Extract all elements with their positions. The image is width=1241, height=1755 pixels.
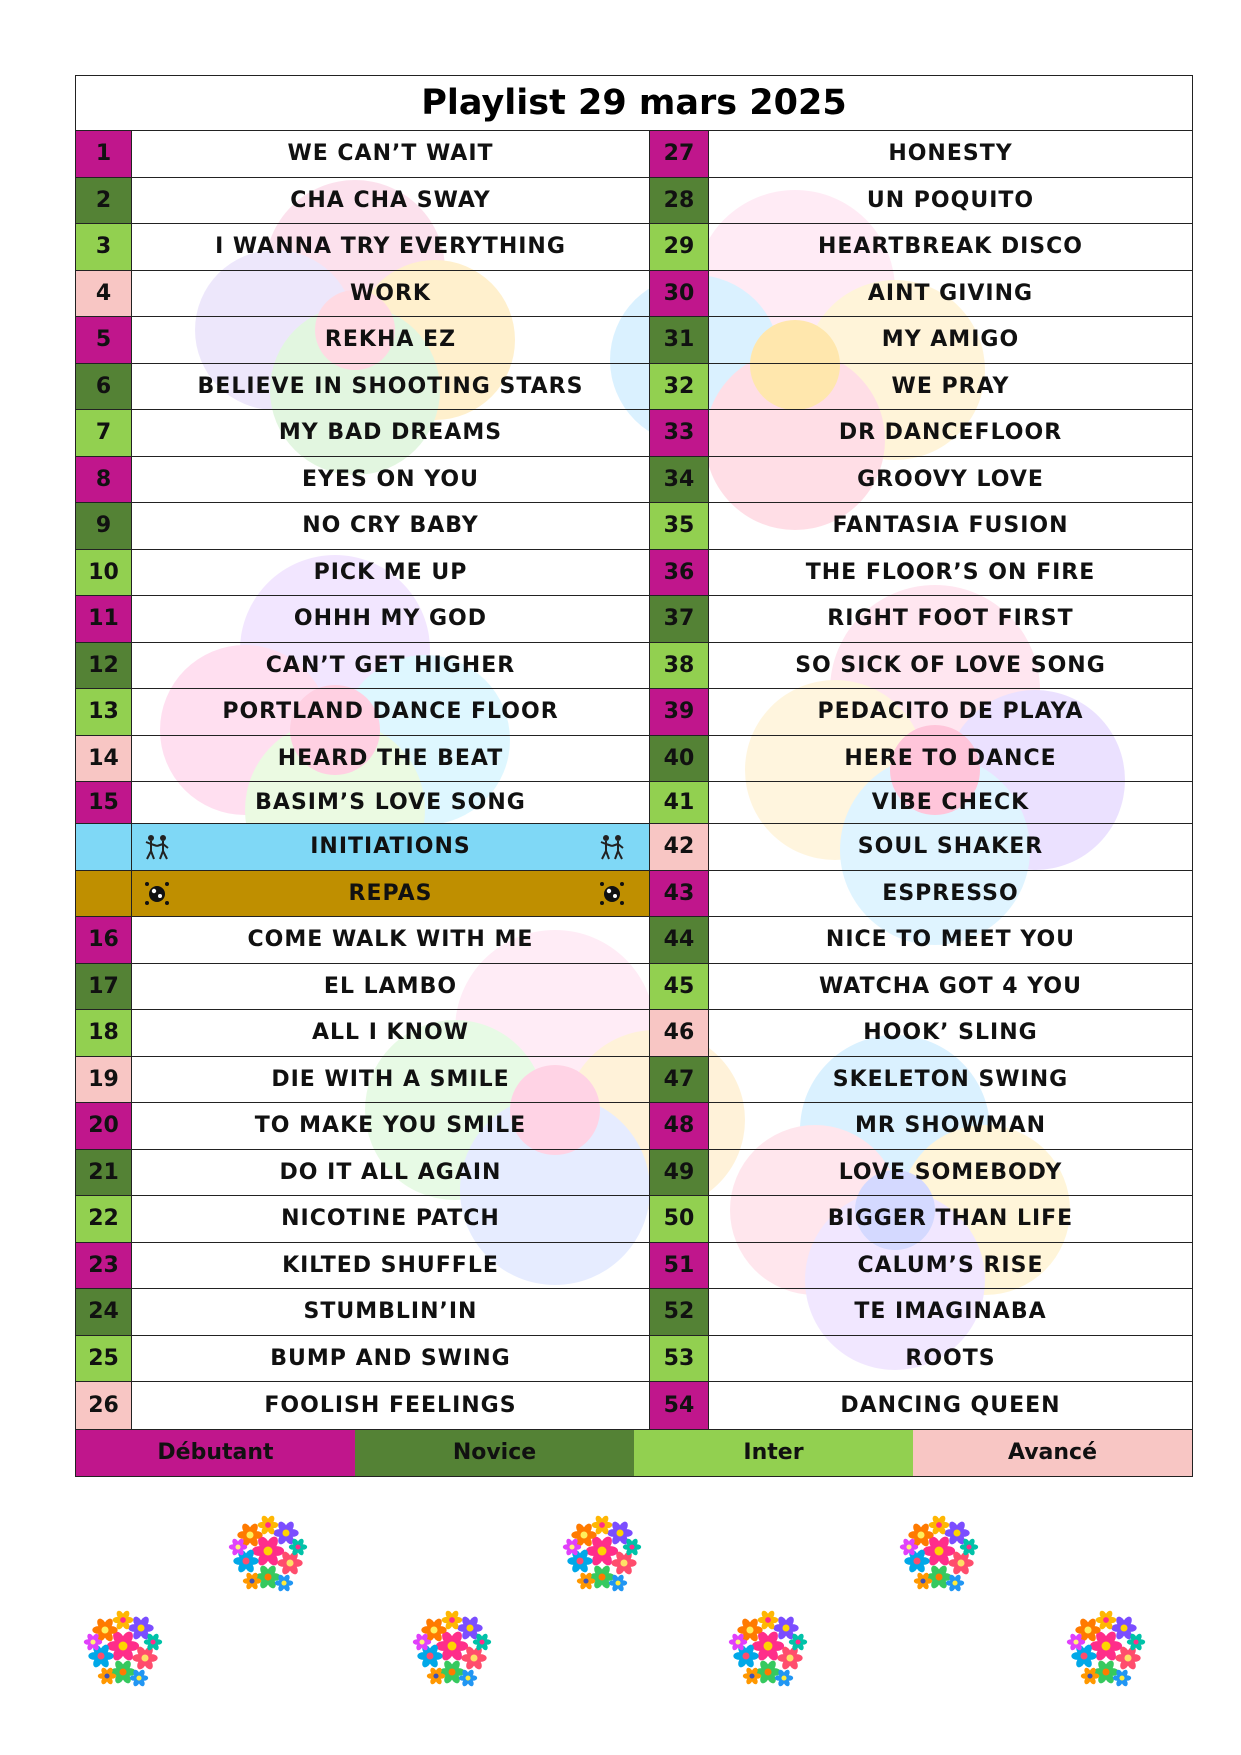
row-text: THE FLOOR’S ON FIRE (805, 559, 1096, 585)
track-number: 48 (650, 1103, 709, 1149)
track-number: 49 (650, 1150, 709, 1196)
row-text: STUMBLIN’IN (303, 1299, 478, 1325)
playlist-row (650, 1103, 1192, 1150)
row-text: CALUM’S RISE (857, 1252, 1044, 1278)
playlist-table (75, 130, 1193, 1430)
track-number: 3 (76, 224, 132, 270)
row-text: SKELETON SWING (832, 1066, 1069, 1092)
track-number: 17 (76, 964, 132, 1010)
track-name (132, 1196, 649, 1242)
playlist-row (76, 782, 649, 824)
row-text: CHA CHA SWAY (290, 187, 491, 213)
track-name (132, 782, 649, 823)
row-text: BELIEVE IN SHOOTING STARS (197, 373, 584, 399)
playlist-row (76, 1243, 649, 1290)
track-name (132, 364, 649, 410)
track-number: 8 (76, 457, 132, 503)
playlist-row (76, 178, 649, 225)
track-name (709, 1010, 1192, 1056)
playlist-row (650, 457, 1192, 504)
row-text: EYES ON YOU (301, 466, 479, 492)
track-number: 1 (76, 131, 132, 177)
playlist-row (76, 917, 649, 964)
track-number: 47 (650, 1057, 709, 1103)
track-number: 50 (650, 1196, 709, 1242)
track-name (709, 1382, 1192, 1429)
row-text: COME WALK WITH ME (247, 927, 534, 953)
track-name (709, 824, 1192, 870)
row-text: HERE TO DANCE (844, 745, 1057, 771)
track-number: 24 (76, 1289, 132, 1335)
track-number: 44 (650, 917, 709, 963)
track-number: 9 (76, 503, 132, 549)
page-title: Playlist 29 mars 2025 (421, 83, 847, 123)
playlist-row (650, 131, 1192, 178)
level-legend (75, 1430, 1193, 1477)
track-number: 51 (650, 1243, 709, 1289)
flower-bouquet-icon (77, 1600, 169, 1692)
playlist-row (76, 131, 649, 178)
playlist-row (76, 643, 649, 690)
row-text: FANTASIA FUSION (832, 513, 1069, 539)
track-name (709, 689, 1192, 735)
legend-novice: Novice (355, 1430, 634, 1476)
track-name (132, 917, 649, 963)
row-text: KILTED SHUFFLE (282, 1252, 499, 1278)
row-text: FOOLISH FEELINGS (264, 1392, 517, 1418)
track-number: 7 (76, 410, 132, 456)
track-name (709, 503, 1192, 549)
track-name (709, 871, 1192, 917)
track-number: 12 (76, 643, 132, 689)
track-name (132, 317, 649, 363)
row-text: MY AMIGO (881, 327, 1020, 353)
track-name (132, 1057, 649, 1103)
row-text: PORTLAND DANCE FLOOR (222, 699, 559, 725)
title-row (75, 75, 1193, 130)
section-label (132, 871, 649, 917)
track-number: 26 (76, 1382, 132, 1429)
track-number: 39 (650, 689, 709, 735)
legend-debutant: Débutant (76, 1430, 355, 1476)
track-name (132, 131, 649, 177)
flower-bouquet-icon (222, 1505, 314, 1597)
playlist-row (650, 824, 1192, 871)
track-number: 20 (76, 1103, 132, 1149)
row-text: INITIATIONS (310, 834, 471, 860)
row-text: HONESTY (888, 141, 1013, 167)
track-name (709, 1150, 1192, 1196)
legend-avance: Avancé (913, 1430, 1192, 1476)
row-text: AINT GIVING (867, 280, 1034, 306)
track-name (132, 1243, 649, 1289)
row-text: RIGHT FOOT FIRST (827, 606, 1074, 632)
track-number: 27 (650, 131, 709, 177)
playlist-row (76, 457, 649, 504)
track-number (76, 824, 132, 870)
track-number: 40 (650, 736, 709, 782)
playlist-row (650, 364, 1192, 411)
row-text: MR SHOWMAN (854, 1113, 1047, 1139)
playlist-row (650, 1196, 1192, 1243)
track-number: 46 (650, 1010, 709, 1056)
playlist-row (76, 1336, 649, 1383)
track-name (132, 1150, 649, 1196)
row-text: WORK (350, 280, 431, 306)
row-text: GROOVY LOVE (857, 466, 1044, 492)
track-name (709, 917, 1192, 963)
track-number: 25 (76, 1336, 132, 1382)
track-name (709, 736, 1192, 782)
track-name (132, 964, 649, 1010)
playlist-row (650, 1057, 1192, 1104)
food-icon (597, 879, 627, 907)
food-icon (142, 879, 172, 907)
playlist-row (76, 1289, 649, 1336)
playlist-row (76, 1103, 649, 1150)
track-number: 10 (76, 550, 132, 596)
track-name (709, 364, 1192, 410)
track-number: 45 (650, 964, 709, 1010)
track-number (76, 871, 132, 917)
track-name (132, 1382, 649, 1429)
row-text: VIBE CHECK (871, 790, 1030, 815)
track-name (709, 964, 1192, 1010)
track-number: 43 (650, 871, 709, 917)
track-name (709, 596, 1192, 642)
track-number: 33 (650, 410, 709, 456)
track-name (132, 736, 649, 782)
track-number: 35 (650, 503, 709, 549)
row-text: MY BAD DREAMS (278, 420, 503, 446)
playlist-row (650, 503, 1192, 550)
row-text: LOVE SOMEBODY (838, 1159, 1063, 1185)
track-number: 30 (650, 271, 709, 317)
flower-bouquet-icon (1060, 1600, 1152, 1692)
track-number: 14 (76, 736, 132, 782)
row-text: TE IMAGINABA (854, 1299, 1047, 1325)
playlist-row (650, 1382, 1192, 1429)
row-text: CAN’T GET HIGHER (265, 652, 516, 678)
playlist-sheet (75, 75, 1193, 1477)
track-number: 16 (76, 917, 132, 963)
playlist-row (650, 782, 1192, 824)
track-name (132, 643, 649, 689)
track-name (132, 410, 649, 456)
track-name (132, 596, 649, 642)
track-number: 28 (650, 178, 709, 224)
flower-bouquet-icon (722, 1600, 814, 1692)
playlist-row (650, 689, 1192, 736)
row-text: DR DANCEFLOOR (838, 420, 1063, 446)
track-number: 5 (76, 317, 132, 363)
track-name (709, 550, 1192, 596)
playlist-row (76, 410, 649, 457)
playlist-row (650, 1150, 1192, 1197)
playlist-row (650, 964, 1192, 1011)
row-text: DIE WITH A SMILE (271, 1066, 510, 1092)
row-text: NICOTINE PATCH (281, 1206, 500, 1232)
right-column (650, 131, 1192, 1429)
playlist-row (76, 1382, 649, 1429)
track-name (132, 1289, 649, 1335)
section-label (132, 824, 649, 870)
track-number: 32 (650, 364, 709, 410)
dancing-couple-icon (142, 833, 172, 861)
track-name (132, 178, 649, 224)
row-text: ALL I KNOW (311, 1020, 469, 1046)
playlist-row (650, 410, 1192, 457)
playlist-row (650, 271, 1192, 318)
row-text: UN POQUITO (866, 187, 1035, 213)
track-number: 15 (76, 782, 132, 823)
track-name (709, 178, 1192, 224)
playlist-row (650, 1010, 1192, 1057)
track-name (132, 1336, 649, 1382)
track-name (709, 1196, 1192, 1242)
row-text: SO SICK OF LOVE SONG (795, 652, 1106, 678)
playlist-row (76, 1196, 649, 1243)
track-name (132, 689, 649, 735)
playlist-row (650, 178, 1192, 225)
track-number: 41 (650, 782, 709, 823)
track-number: 34 (650, 457, 709, 503)
track-number: 18 (76, 1010, 132, 1056)
playlist-row (650, 736, 1192, 783)
row-text: REPAS (348, 880, 433, 906)
row-text: BIGGER THAN LIFE (827, 1206, 1074, 1232)
track-number: 19 (76, 1057, 132, 1103)
track-name (709, 1057, 1192, 1103)
section-row (76, 824, 649, 871)
playlist-row (650, 596, 1192, 643)
track-name (709, 1103, 1192, 1149)
playlist-row (76, 224, 649, 271)
row-text: WE PRAY (891, 373, 1010, 399)
track-name (132, 1103, 649, 1149)
playlist-row (650, 224, 1192, 271)
playlist-row (76, 689, 649, 736)
legend-inter: Inter (634, 1430, 913, 1476)
track-name (132, 457, 649, 503)
playlist-row (650, 917, 1192, 964)
playlist-row (650, 550, 1192, 597)
track-name (132, 550, 649, 596)
playlist-row (650, 643, 1192, 690)
row-text: EL LAMBO (323, 973, 458, 999)
left-column (76, 131, 650, 1429)
flower-bouquet-icon (406, 1600, 498, 1692)
track-name (709, 224, 1192, 270)
playlist-row (76, 503, 649, 550)
playlist-row (76, 550, 649, 597)
track-number: 53 (650, 1336, 709, 1382)
playlist-row (650, 1336, 1192, 1383)
track-number: 13 (76, 689, 132, 735)
flower-bouquet-icon (893, 1505, 985, 1597)
track-name (709, 1336, 1192, 1382)
track-number: 4 (76, 271, 132, 317)
row-text: ROOTS (905, 1345, 996, 1371)
track-number: 31 (650, 317, 709, 363)
track-name (132, 1010, 649, 1056)
playlist-row (76, 271, 649, 318)
track-number: 22 (76, 1196, 132, 1242)
row-text: BASIM’S LOVE SONG (255, 790, 526, 815)
playlist-row (76, 964, 649, 1011)
track-number: 23 (76, 1243, 132, 1289)
flower-bouquet-icon (556, 1505, 648, 1597)
track-name (709, 131, 1192, 177)
row-text: WE CAN’T WAIT (287, 141, 494, 167)
playlist-row (76, 1057, 649, 1104)
track-name (709, 410, 1192, 456)
playlist-row (650, 317, 1192, 364)
playlist-row (76, 364, 649, 411)
track-number: 21 (76, 1150, 132, 1196)
row-text: OHHH MY GOD (293, 606, 488, 632)
row-text: PICK ME UP (313, 559, 468, 585)
playlist-row (76, 736, 649, 783)
track-number: 36 (650, 550, 709, 596)
row-text: NICE TO MEET YOU (825, 927, 1076, 953)
row-text: HEARD THE BEAT (277, 745, 504, 771)
playlist-row (76, 1010, 649, 1057)
track-number: 42 (650, 824, 709, 870)
row-text: NO CRY BABY (302, 513, 479, 539)
track-name (132, 503, 649, 549)
row-text: SOUL SHAKER (857, 834, 1044, 860)
track-name (709, 317, 1192, 363)
track-number: 6 (76, 364, 132, 410)
row-text: WATCHA GOT 4 YOU (819, 973, 1082, 999)
track-name (709, 782, 1192, 823)
playlist-row (76, 317, 649, 364)
playlist-row (650, 1289, 1192, 1336)
row-text: I WANNA TRY EVERYTHING (215, 234, 566, 260)
track-number: 54 (650, 1382, 709, 1429)
track-number: 38 (650, 643, 709, 689)
row-text: HOOK’ SLING (863, 1020, 1038, 1046)
playlist-row (76, 1150, 649, 1197)
track-name (709, 457, 1192, 503)
row-text: TO MAKE YOU SMILE (254, 1113, 527, 1139)
track-name (709, 1289, 1192, 1335)
row-text: REKHA EZ (324, 327, 457, 353)
row-text: PEDACITO DE PLAYA (817, 699, 1084, 725)
playlist-row (76, 596, 649, 643)
track-name (709, 271, 1192, 317)
row-text: DO IT ALL AGAIN (279, 1159, 502, 1185)
row-text: HEARTBREAK DISCO (817, 234, 1083, 260)
row-text: DANCING QUEEN (840, 1392, 1061, 1418)
row-text: BUMP AND SWING (270, 1345, 511, 1371)
track-name (709, 643, 1192, 689)
playlist-row (650, 1243, 1192, 1290)
track-number: 2 (76, 178, 132, 224)
track-number: 52 (650, 1289, 709, 1335)
track-number: 29 (650, 224, 709, 270)
track-number: 37 (650, 596, 709, 642)
track-name (132, 224, 649, 270)
track-name (132, 271, 649, 317)
dancing-couple-icon (597, 833, 627, 861)
track-name (709, 1243, 1192, 1289)
playlist-row (650, 871, 1192, 918)
track-number: 11 (76, 596, 132, 642)
row-text: ESPRESSO (882, 880, 1019, 906)
section-row (76, 871, 649, 918)
